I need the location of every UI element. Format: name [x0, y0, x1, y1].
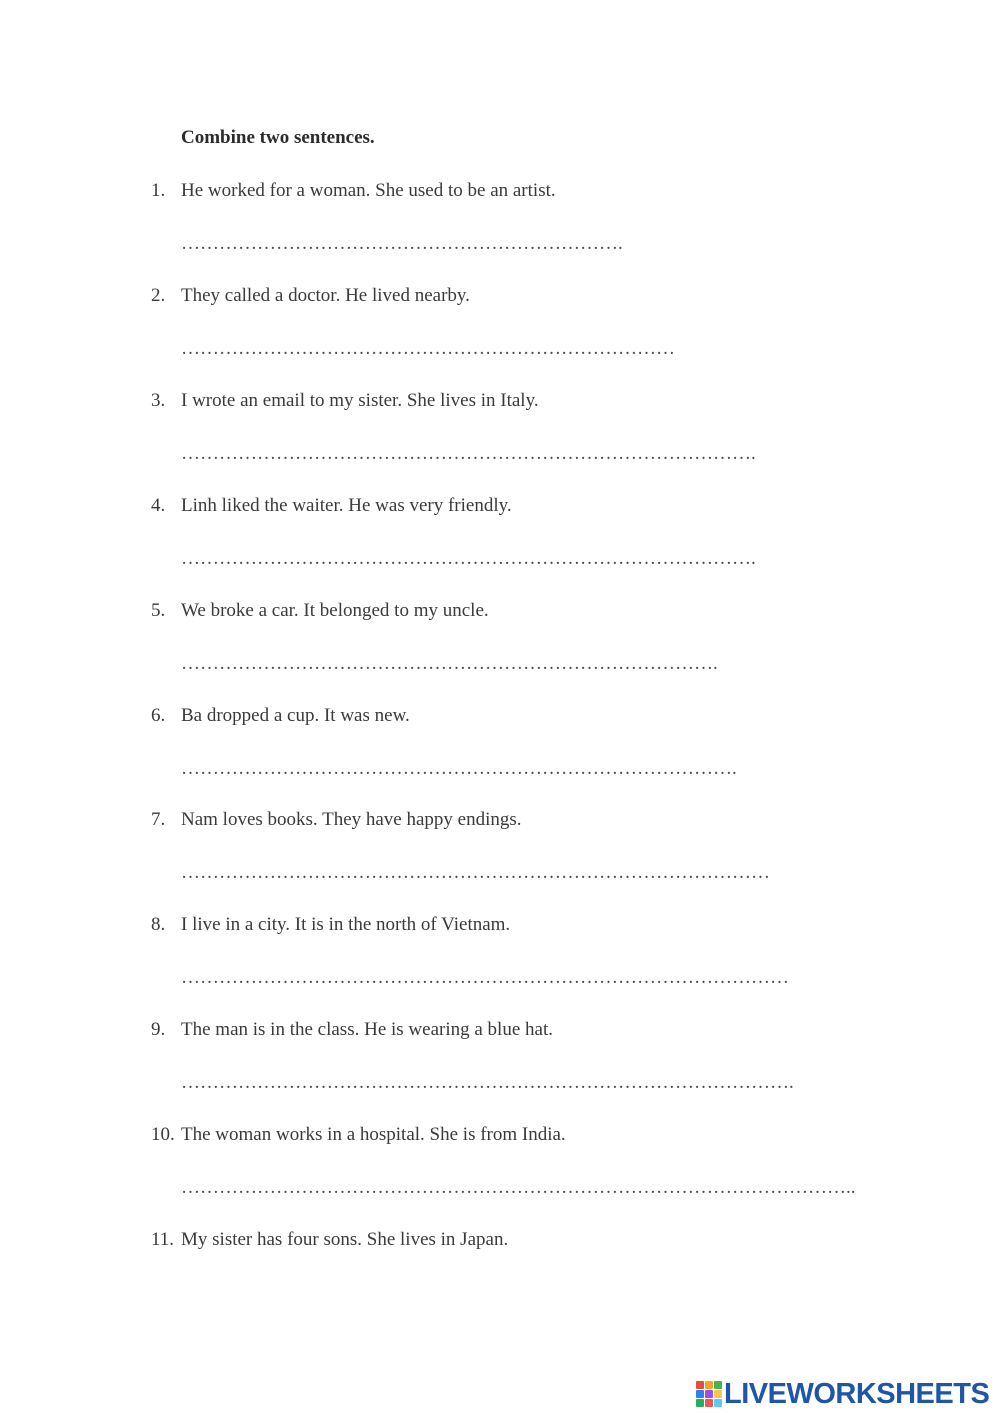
answer-line[interactable]: ……………………………………………………………………………….	[181, 443, 756, 464]
brand-wordmark: LIVEWORKSHEETS	[724, 1377, 990, 1410]
logo-square	[696, 1381, 704, 1389]
question-text: We broke a car. It belonged to my uncle.	[181, 600, 489, 621]
question-number: 3.	[151, 390, 166, 411]
question-number: 1.	[151, 180, 166, 201]
logo-square	[696, 1390, 704, 1398]
question-text: Linh liked the waiter. He was very friendly.	[181, 495, 512, 516]
question-text: I wrote an email to my sister. She lives in Italy.	[181, 390, 539, 411]
question-item	[0, 809, 1000, 833]
answer-line[interactable]: …………………………………………………………….	[181, 233, 623, 254]
question-text: My sister has four sons. She lives in Japan.	[181, 1229, 509, 1250]
question-number: 10.	[151, 1124, 175, 1145]
question-number: 5.	[151, 600, 166, 621]
answer-line[interactable]: ……………………………………………………………………	[181, 338, 675, 359]
answer-line[interactable]: …………………………………………………………………………….	[181, 758, 737, 779]
logo-square	[714, 1399, 722, 1407]
question-text: I live in a city. It is in the north of Vietnam.	[181, 914, 511, 935]
liveworksheets-branding	[696, 1378, 989, 1410]
answer-line[interactable]: ……………………………………………………………………………………………..	[181, 1177, 856, 1198]
question-item	[0, 1019, 1000, 1043]
liveworksheets-logo-icon	[696, 1381, 722, 1407]
question-item	[0, 1229, 1000, 1253]
answer-line[interactable]: …………………………………………………………………………………….	[181, 1072, 794, 1093]
answer-line[interactable]: ………………………………………………………………………….	[181, 653, 718, 674]
logo-square	[714, 1390, 722, 1398]
question-number: 4.	[151, 495, 166, 516]
logo-square	[714, 1381, 722, 1389]
question-text: Nam loves books. They have happy endings.	[181, 809, 522, 830]
question-item	[0, 914, 1000, 938]
logo-square	[705, 1399, 713, 1407]
question-text: The man is in the class. He is wearing a blue hat.	[181, 1019, 553, 1040]
question-number: 2.	[151, 285, 166, 306]
question-item	[0, 180, 1000, 204]
answer-line[interactable]: ……………………………………………………………………………………	[181, 967, 789, 988]
answer-line[interactable]: ……………………………………………………………………………….	[181, 548, 756, 569]
question-item	[0, 390, 1000, 414]
question-number: 8.	[151, 914, 166, 935]
question-text: They called a doctor. He lived nearby.	[181, 285, 470, 306]
question-number: 11.	[151, 1229, 175, 1250]
question-number: 6.	[151, 705, 166, 726]
question-text: Ba dropped a cup. It was new.	[181, 705, 410, 726]
question-item	[0, 705, 1000, 729]
question-number: 7.	[151, 809, 166, 830]
question-text: The woman works in a hospital. She is from India.	[181, 1124, 566, 1145]
question-item	[0, 495, 1000, 519]
question-item	[0, 600, 1000, 624]
logo-square	[696, 1399, 704, 1407]
question-item	[0, 1124, 1000, 1148]
worksheet-title: Combine two sentences.	[181, 127, 375, 148]
answer-line[interactable]: …………………………………………………………………………………	[181, 862, 770, 883]
question-item	[0, 285, 1000, 309]
question-text: He worked for a woman. She used to be an artist.	[181, 180, 556, 201]
question-number: 9.	[151, 1019, 166, 1040]
logo-square	[705, 1390, 713, 1398]
logo-square	[705, 1381, 713, 1389]
